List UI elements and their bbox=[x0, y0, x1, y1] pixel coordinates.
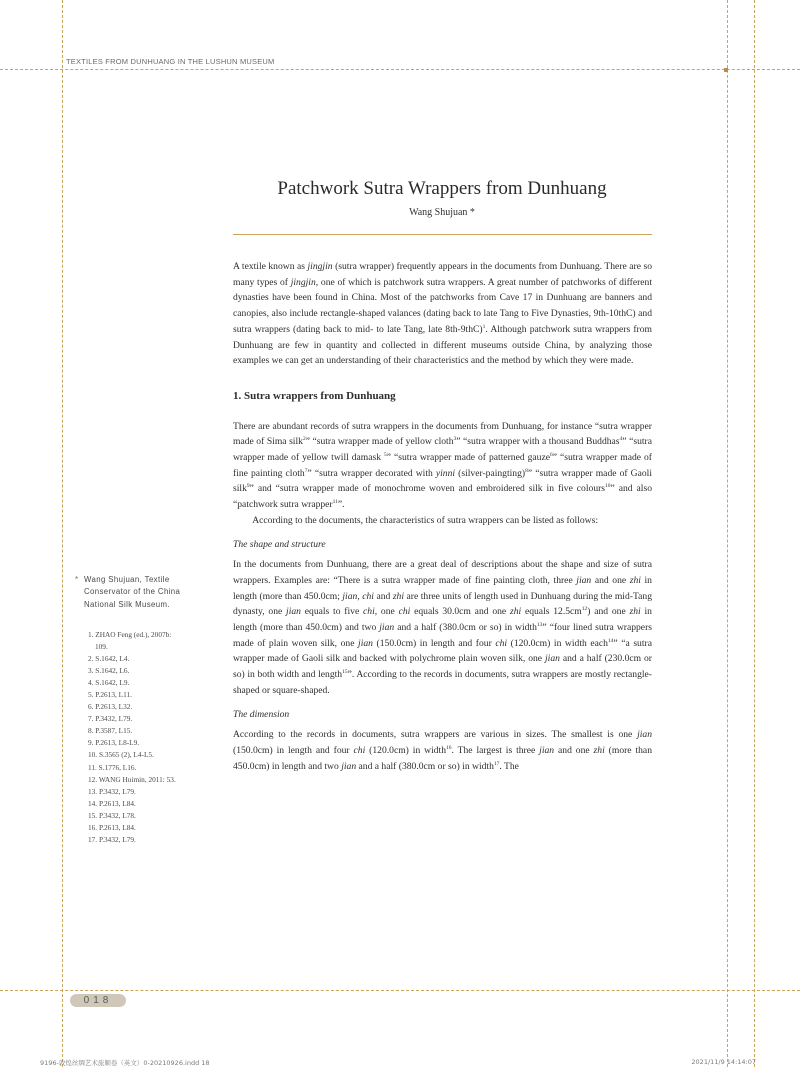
footnote: 3. S.1642, L6. bbox=[88, 666, 130, 676]
author-bio-note bbox=[75, 574, 204, 611]
main-text-column bbox=[233, 259, 652, 774]
footnote: 15. P.3432, L78. bbox=[88, 810, 136, 820]
footnote: 8. P.3587, L15. bbox=[88, 726, 133, 736]
bottom-guide-line bbox=[0, 990, 800, 991]
corner-marker bbox=[724, 68, 728, 72]
subheading-dimension: The dimension bbox=[233, 708, 290, 720]
footnote: 10. S.3565 (2), L4-L5. bbox=[88, 750, 154, 760]
footnote: 12. WANG Huimin, 2011: 53. bbox=[88, 774, 176, 784]
bio-text: Wang Shujuan, Textile Conservator of the China National Silk Museum. bbox=[84, 575, 181, 609]
footnote: 2. S.1642, L4. bbox=[88, 654, 130, 664]
footnote: 5. P.2613, L11. bbox=[88, 690, 132, 700]
section-heading: 1. Sutra wrappers from Dunhuang bbox=[233, 389, 396, 402]
footnotes-list bbox=[88, 629, 218, 846]
top-guide-line bbox=[0, 69, 800, 70]
footnote: 4. S.1642, L9. bbox=[88, 678, 130, 688]
left-guide-line bbox=[62, 0, 63, 1067]
footnote: 6. P.2613, L32. bbox=[88, 702, 133, 712]
shape-paragraph: In the documents from Dunhuang, there are a great deal of descriptions about the shape and size of sutra wrappers. Examples are: “There is a sutra wrapper made of fine painting cloth, three jian and one zhi in length (more than 450.0cm; jian, chi and zhi are three units of length used in Dunhuang during the mid-Tang dynasty, one jian equals to five chi, one chi equals 30.0cm and one zhi equals $12.5cm^{12}$) and one zhi in length (more than 450.0cm) and two jian and a half (380.0cm or so) in width$^{13}$” “four lined sutra wrappers made of plain woven silk, one jian (150.0cm) in length and four chi (120.0cm) in width each$^{14}$” “a sutra wrapper made of Gaoli silk and backed with polychrome plain woven silk, one jian and a half (230.0cm or so) in both width and length$^{15}$”. According to the records in documents, sutra wrappers are mostly rectangle-shaped or square-shaped. bbox=[233, 559, 652, 696]
footnote: 9. P.2613, L8-L9. bbox=[88, 738, 140, 748]
right-guide-line bbox=[727, 0, 728, 1067]
dimension-paragraph: According to the records in documents, sutra wrappers are various in sizes. The smallest is one jian (150.0cm) in length and four chi (120.0cm) in width$^{16}$. The largest is three jian and one zhi (more than 450.0cm) in length and two jian and a half (380.0cm or so) in width$^{17}$. The bbox=[233, 729, 652, 772]
intro-paragraph: A textile known as jingjin (sutra wrapper) frequently appears in the documents from Dunhuang. There are so many types of jingjin, one of which is patchwork sutra wrappers. A great number of patchworks of different dynasties have been found in China. Most of the patchworks from Cave 17 in Dunhuang are banners and canopies, also include rectangle-shaped valances (dating back to late Tang to Five Dynasties, 9th-10thC) and sutra wrappers (dating back to mid- to late Tang, late 8th-9thC)$^1$. Although patchwork sutra wrappers from Dunhuang are few in quantity and collected in different museums outside China, by analyzing those examples we can get an understanding of their characteristics and the method by which they were made. bbox=[233, 261, 652, 367]
title-rule bbox=[233, 234, 652, 235]
page-number: 018 bbox=[83, 995, 113, 1006]
print-slug-date: 2021/11/9 14:14:07 bbox=[691, 1058, 756, 1066]
records-paragraph: There are abundant records of sutra wrappers in the documents from Dunhuang, for instance “sutra wrapper made of Sima silk$^2$” “sutra wrapper made of yellow cloth$^3$” “sutra wrapper with a thousand Buddhas$^4$” “sutra wrapper made of yellow twill damask $^5$” “sutra wrapper made of patterned gauze$^6$” “sutra wrapper made of fine painting cloth$^7$” “sutra wrapper decorated with yinni (silver-paingting)$^8$” “sutra wrapper made of Gaoli silk$^9$” and “sutra wrapper made of monochrome woven and embroidered silk in five colours$^{10}$” and also “patchwork sutra wrapper$^{11}$”. bbox=[233, 420, 652, 511]
footnote: 17. P.3432, L79. bbox=[88, 834, 136, 844]
running-head: TEXTILES FROM DUNHUANG IN THE LUSHUN MUSEUM bbox=[66, 57, 275, 66]
footnote: 1. ZHAO Feng (ed.), 2007b: bbox=[88, 630, 172, 639]
footnote: 16. P.2613, L84. bbox=[88, 822, 136, 832]
article-author: Wang Shujuan * bbox=[409, 207, 475, 218]
subheading-shape: The shape and structure bbox=[233, 538, 326, 550]
outer-right-guide-line bbox=[754, 0, 755, 1067]
article-title: Patchwork Sutra Wrappers from Dunhuang bbox=[277, 178, 607, 199]
bio-marker: * bbox=[75, 575, 79, 584]
footnote: 11. S.1776, L16. bbox=[88, 762, 137, 772]
footnote: 7. P.3432, L79. bbox=[88, 714, 133, 724]
footnote: 14. P.2613, L84. bbox=[88, 798, 136, 808]
footnote: 13. P.3432, L79. bbox=[88, 786, 136, 796]
footnote: 109. bbox=[95, 642, 108, 652]
print-slug-file: 9196-敦煌丝绸艺术旅顺卷（英文）0-20210926.indd 18 bbox=[40, 1059, 210, 1067]
characteristics-paragraph: According to the documents, the characteristics of sutra wrappers can be listed as follows: bbox=[252, 514, 598, 526]
